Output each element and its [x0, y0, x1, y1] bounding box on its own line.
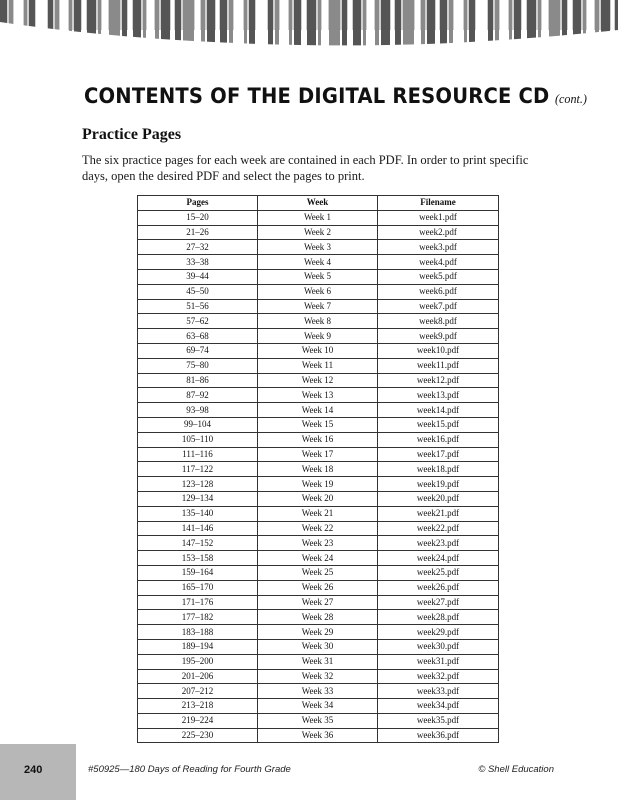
cell-week: Week 26 — [258, 580, 378, 595]
cell-pages: 165–170 — [138, 580, 258, 595]
cell-pages: 189–194 — [138, 639, 258, 654]
cell-pages: 171–176 — [138, 595, 258, 610]
cell-filename: week12.pdf — [378, 373, 499, 388]
banner-stripe — [268, 0, 273, 52]
cell-week: Week 30 — [258, 639, 378, 654]
table-row — [138, 551, 499, 566]
banner-stripe — [348, 0, 352, 52]
cell-pages: 135–140 — [138, 506, 258, 521]
cell-week: Week 13 — [258, 388, 378, 403]
section-heading: Practice Pages — [82, 126, 182, 143]
cell-filename: week22.pdf — [378, 521, 499, 536]
cell-week: Week 24 — [258, 551, 378, 566]
cell-filename: week17.pdf — [378, 447, 499, 462]
table-row — [138, 536, 499, 551]
cell-pages: 93–98 — [138, 403, 258, 418]
banner-stripe — [403, 0, 414, 52]
table-row — [138, 388, 499, 403]
cell-filename: week2.pdf — [378, 225, 499, 240]
cell-week: Week 1 — [258, 210, 378, 225]
table-row — [138, 343, 499, 358]
cell-pages: 63–68 — [138, 329, 258, 344]
cell-filename: week18.pdf — [378, 462, 499, 477]
cell-filename: week7.pdf — [378, 299, 499, 314]
table-row — [138, 255, 499, 270]
table-row — [138, 299, 499, 314]
table-row — [138, 699, 499, 714]
cell-pages: 57–62 — [138, 314, 258, 329]
cell-pages: 69–74 — [138, 343, 258, 358]
table-row — [138, 210, 499, 225]
cell-pages: 21–26 — [138, 225, 258, 240]
banner-stripe — [318, 0, 321, 52]
table-row — [138, 269, 499, 284]
banner-stripe — [280, 0, 288, 52]
cell-filename: week15.pdf — [378, 417, 499, 432]
cell-week: Week 11 — [258, 358, 378, 373]
cell-week: Week 34 — [258, 699, 378, 714]
footer-publisher: © Shell Education — [478, 764, 554, 775]
banner-stripe — [307, 0, 316, 52]
cell-week: Week 3 — [258, 240, 378, 255]
cell-pages: 195–200 — [138, 654, 258, 669]
banner-stripe — [391, 0, 394, 52]
cell-filename: week3.pdf — [378, 240, 499, 255]
cell-filename: week23.pdf — [378, 536, 499, 551]
cell-pages: 123–128 — [138, 477, 258, 492]
cell-filename: week30.pdf — [378, 639, 499, 654]
table-row — [138, 417, 499, 432]
page-title-suffix: (cont.) — [555, 91, 587, 106]
cell-week: Week 35 — [258, 713, 378, 728]
cell-week: Week 31 — [258, 654, 378, 669]
cell-week: Week 16 — [258, 432, 378, 447]
cell-pages: 183–188 — [138, 625, 258, 640]
cell-filename: week36.pdf — [378, 728, 499, 743]
banner-stripe — [415, 0, 420, 52]
cell-filename: week8.pdf — [378, 314, 499, 329]
table-row — [138, 713, 499, 728]
cell-week: Week 33 — [258, 684, 378, 699]
cell-filename: week10.pdf — [378, 343, 499, 358]
table-row — [138, 477, 499, 492]
cell-week: Week 17 — [258, 447, 378, 462]
cell-week: Week 21 — [258, 506, 378, 521]
table-row — [138, 595, 499, 610]
cell-filename: week34.pdf — [378, 699, 499, 714]
cell-week: Week 8 — [258, 314, 378, 329]
cell-filename: week29.pdf — [378, 625, 499, 640]
cell-filename: week4.pdf — [378, 255, 499, 270]
cell-filename: week27.pdf — [378, 595, 499, 610]
cell-filename: week31.pdf — [378, 654, 499, 669]
table-row — [138, 462, 499, 477]
banner-stripe — [275, 0, 279, 52]
cell-pages: 153–158 — [138, 551, 258, 566]
banner-stripe — [395, 0, 401, 52]
cell-filename: week16.pdf — [378, 432, 499, 447]
page-number: 240 — [24, 764, 43, 776]
cell-pages: 141–146 — [138, 521, 258, 536]
table-row — [138, 565, 499, 580]
cell-pages: 219–224 — [138, 713, 258, 728]
cell-pages: 111–116 — [138, 447, 258, 462]
cell-pages: 27–32 — [138, 240, 258, 255]
cell-filename: week32.pdf — [378, 669, 499, 684]
cell-filename: week26.pdf — [378, 580, 499, 595]
table-row — [138, 669, 499, 684]
table-row — [138, 284, 499, 299]
cell-pages: 51–56 — [138, 299, 258, 314]
table-row — [138, 625, 499, 640]
table-row — [138, 506, 499, 521]
table-row — [138, 373, 499, 388]
cell-filename: week24.pdf — [378, 551, 499, 566]
cell-pages: 159–164 — [138, 565, 258, 580]
banner-stripe — [363, 0, 366, 52]
cell-week: Week 14 — [258, 403, 378, 418]
cell-filename: week35.pdf — [378, 713, 499, 728]
cell-week: Week 7 — [258, 299, 378, 314]
table-row — [138, 684, 499, 699]
cell-week: Week 6 — [258, 284, 378, 299]
cell-week: Week 22 — [258, 521, 378, 536]
cell-filename: week28.pdf — [378, 610, 499, 625]
cell-filename: week5.pdf — [378, 269, 499, 284]
decorative-stripe-banner — [0, 0, 618, 52]
cell-week: Week 23 — [258, 536, 378, 551]
cell-week: Week 4 — [258, 255, 378, 270]
cell-pages: 39–44 — [138, 269, 258, 284]
cell-week: Week 25 — [258, 565, 378, 580]
cell-pages: 87–92 — [138, 388, 258, 403]
cell-week: Week 27 — [258, 595, 378, 610]
table-row — [138, 447, 499, 462]
table-row — [138, 329, 499, 344]
cell-pages: 33–38 — [138, 255, 258, 270]
practice-pages-table — [137, 195, 499, 743]
banner-stripe — [375, 0, 379, 52]
cell-pages: 105–110 — [138, 432, 258, 447]
cell-week: Week 20 — [258, 491, 378, 506]
banner-stripe — [322, 0, 328, 52]
intro-paragraph: The six practice pages for each week are contained in each PDF. In order to print specific days, open the desired PDF and select the pages to print. — [82, 153, 529, 183]
banner-stripe — [294, 0, 301, 52]
cell-pages: 225–230 — [138, 728, 258, 743]
column-header-week: Week — [258, 196, 378, 211]
cell-pages: 147–152 — [138, 536, 258, 551]
banner-stripe — [342, 0, 347, 52]
banner-stripe — [289, 0, 292, 52]
cell-week: Week 19 — [258, 477, 378, 492]
table-row — [138, 610, 499, 625]
page-title-text: CONTENTS OF THE DIGITAL RESOURCE CD — [84, 84, 550, 108]
cell-pages: 129–134 — [138, 491, 258, 506]
column-header-filename: Filename — [378, 196, 499, 211]
cell-filename: week33.pdf — [378, 684, 499, 699]
table-row — [138, 654, 499, 669]
table-row — [138, 728, 499, 743]
table-body — [138, 210, 499, 743]
cell-pages: 177–182 — [138, 610, 258, 625]
cell-week: Week 36 — [258, 728, 378, 743]
cell-filename: week9.pdf — [378, 329, 499, 344]
table-row — [138, 240, 499, 255]
cell-week: Week 5 — [258, 269, 378, 284]
cell-pages: 99–104 — [138, 417, 258, 432]
cell-filename: week21.pdf — [378, 506, 499, 521]
cell-week: Week 32 — [258, 669, 378, 684]
table-row — [138, 358, 499, 373]
footer-book-title: #50925—180 Days of Reading for Fourth Grade — [88, 764, 291, 775]
cell-week: Week 29 — [258, 625, 378, 640]
table-row — [138, 403, 499, 418]
banner-stripe — [381, 0, 390, 52]
cell-week: Week 9 — [258, 329, 378, 344]
table-row — [138, 639, 499, 654]
page-title — [84, 84, 587, 108]
cell-filename: week25.pdf — [378, 565, 499, 580]
table-row — [138, 580, 499, 595]
cell-filename: week13.pdf — [378, 388, 499, 403]
cell-pages: 45–50 — [138, 284, 258, 299]
cell-filename: week20.pdf — [378, 491, 499, 506]
banner-stripe — [353, 0, 361, 52]
cell-filename: week14.pdf — [378, 403, 499, 418]
cell-pages: 81–86 — [138, 373, 258, 388]
cell-filename: week1.pdf — [378, 210, 499, 225]
table-row — [138, 225, 499, 240]
table-row — [138, 432, 499, 447]
banner-stripe — [367, 0, 374, 52]
cell-filename: week6.pdf — [378, 284, 499, 299]
cell-pages: 201–206 — [138, 669, 258, 684]
cell-pages: 15–20 — [138, 210, 258, 225]
cell-filename: week11.pdf — [378, 358, 499, 373]
cell-pages: 117–122 — [138, 462, 258, 477]
cell-week: Week 28 — [258, 610, 378, 625]
cell-filename: week19.pdf — [378, 477, 499, 492]
banner-stripe — [329, 0, 340, 52]
table-header-row — [138, 196, 499, 211]
cell-pages: 75–80 — [138, 358, 258, 373]
banner-stripe — [302, 0, 306, 52]
cell-week: Week 10 — [258, 343, 378, 358]
cell-week: Week 2 — [258, 225, 378, 240]
table-row — [138, 491, 499, 506]
cell-week: Week 15 — [258, 417, 378, 432]
column-header-pages: Pages — [138, 196, 258, 211]
cell-pages: 207–212 — [138, 684, 258, 699]
table-row — [138, 521, 499, 536]
cell-week: Week 12 — [258, 373, 378, 388]
table-row — [138, 314, 499, 329]
cell-pages: 213–218 — [138, 699, 258, 714]
cell-week: Week 18 — [258, 462, 378, 477]
